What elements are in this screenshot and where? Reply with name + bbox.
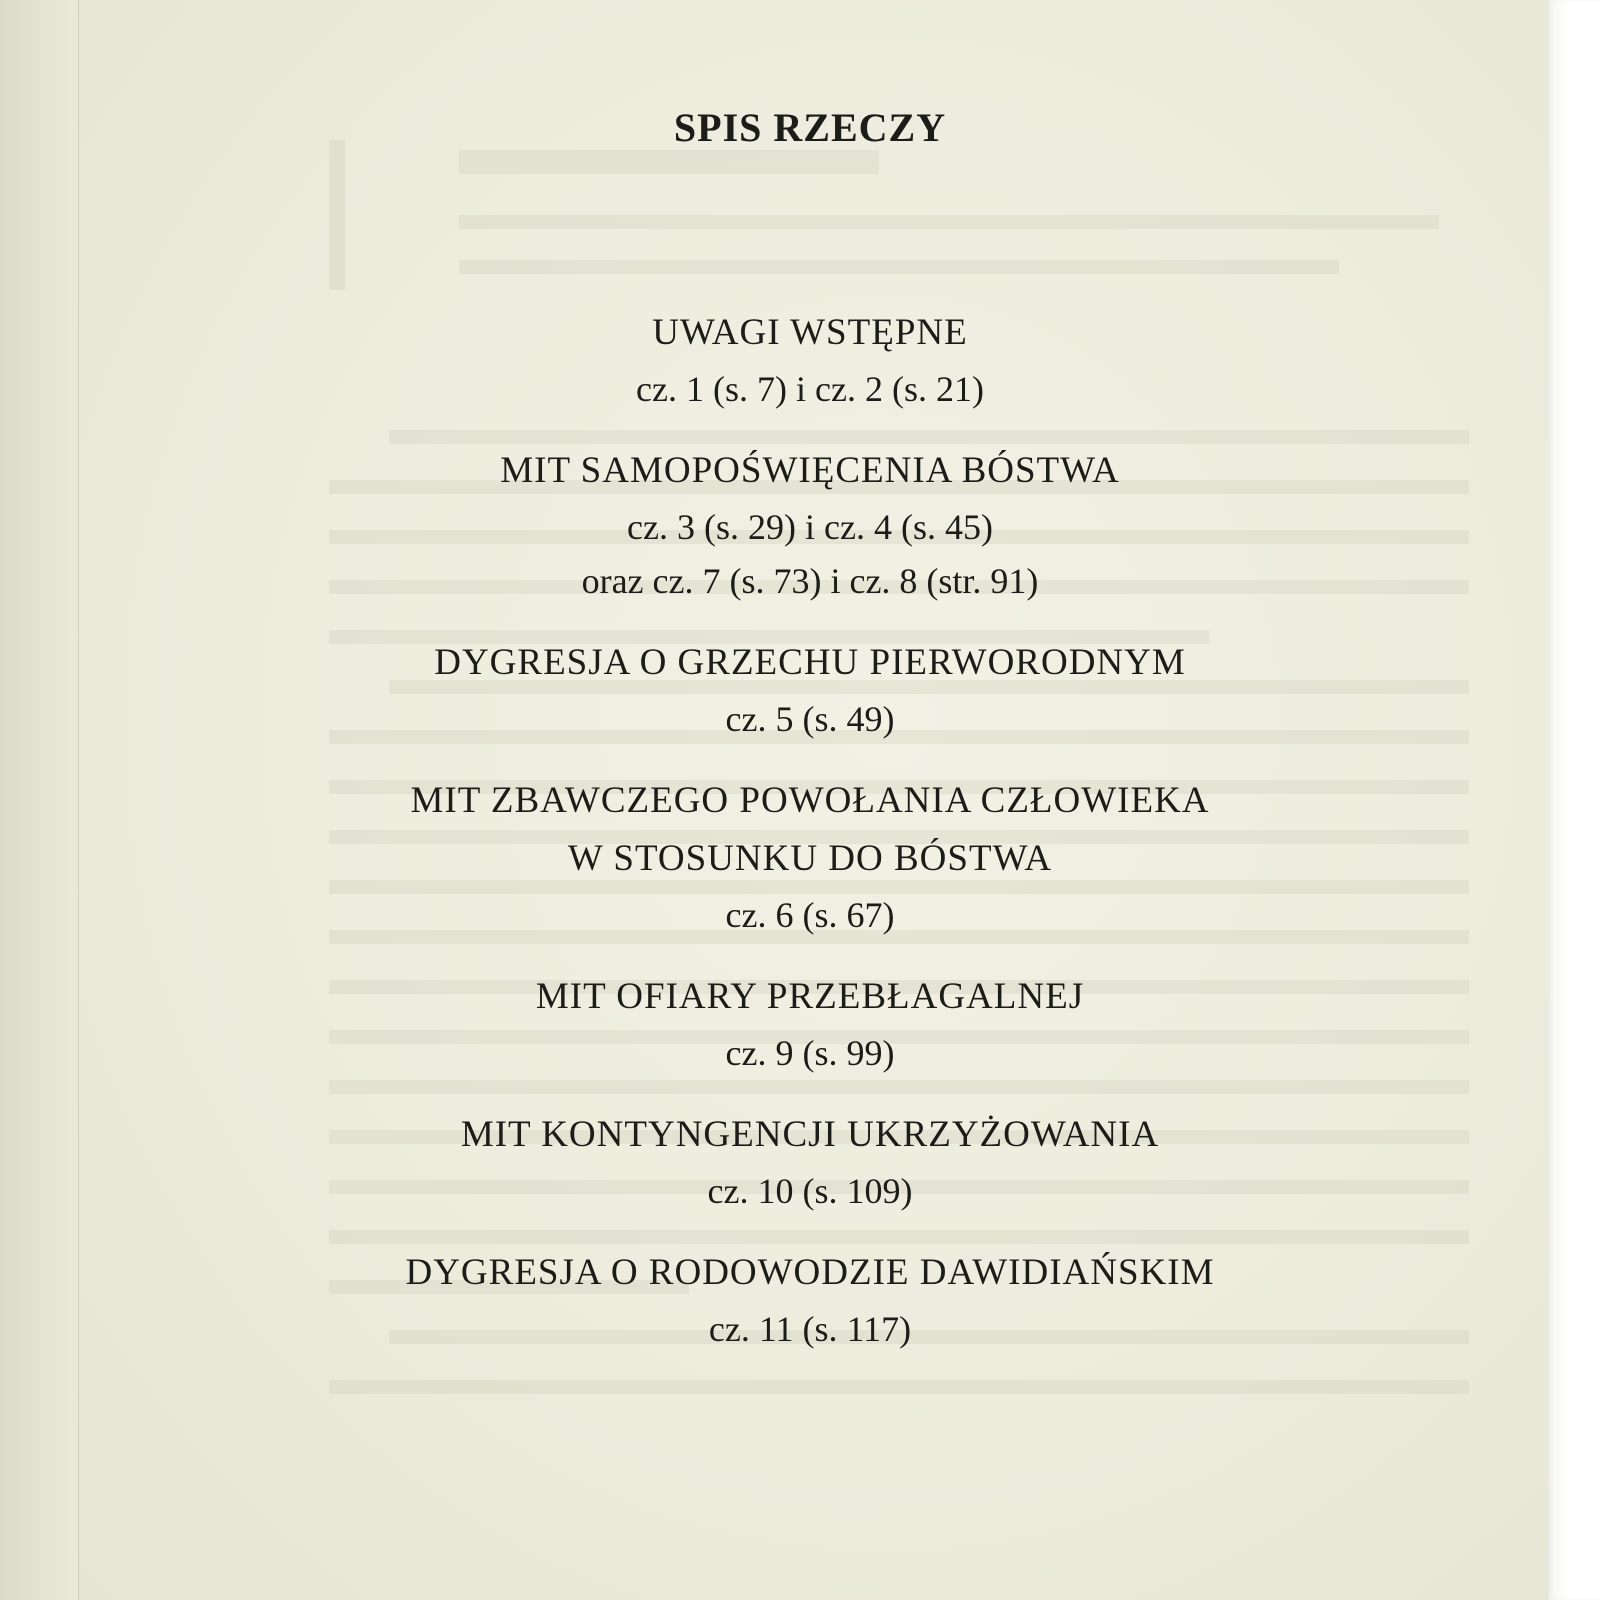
toc-entry-heading: DYGRESJA O RODOWODZIE DAWIDIAŃSKIM: [405, 1252, 1215, 1293]
toc-entry: [240, 772, 1380, 942]
toc-entry-ref: cz. 3 (s. 29) i cz. 4 (s. 45): [627, 507, 993, 547]
page-edge: [1548, 0, 1600, 1600]
toc-title: SPIS RZECZY: [673, 105, 947, 150]
book-gutter: [0, 0, 80, 1600]
toc-entry-heading: W STOSUNKU DO BÓSTWA: [567, 838, 1053, 879]
toc-entry-ref: cz. 11 (s. 117): [708, 1309, 912, 1349]
toc-entry-heading: DYGRESJA O GRZECHU PIERWORODNYM: [434, 642, 1186, 683]
toc-entry: [240, 1106, 1380, 1218]
toc-entry: [240, 304, 1380, 416]
toc-entry-heading: UWAGI WSTĘPNE: [652, 312, 968, 353]
toc-entry: [240, 442, 1380, 608]
toc-entry: [240, 968, 1380, 1080]
toc-entry-ref: cz. 5 (s. 49): [725, 699, 895, 739]
table-of-contents: [240, 100, 1380, 1382]
toc-entry-ref: cz. 1 (s. 7) i cz. 2 (s. 21): [636, 369, 984, 409]
toc-entry-ref: oraz cz. 7 (s. 73) i cz. 8 (str. 91): [581, 561, 1039, 601]
toc-entry: [240, 1244, 1380, 1356]
toc-entry-ref: cz. 9 (s. 99): [725, 1033, 895, 1073]
toc-entry-heading: MIT OFIARY PRZEBŁAGALNEJ: [535, 976, 1085, 1017]
toc-entry-ref: cz. 6 (s. 67): [725, 895, 895, 935]
toc-entry: [240, 634, 1380, 746]
toc-entry-ref: cz. 10 (s. 109): [707, 1171, 913, 1211]
toc-entry-heading: MIT KONTYNGENCJI UKRZYŻOWANIA: [460, 1114, 1160, 1155]
toc-entry-heading: MIT SAMOPOŚWIĘCENIA BÓSTWA: [500, 450, 1120, 491]
toc-entry-heading: MIT ZBAWCZEGO POWOŁANIA CZŁOWIEKA: [410, 780, 1210, 821]
